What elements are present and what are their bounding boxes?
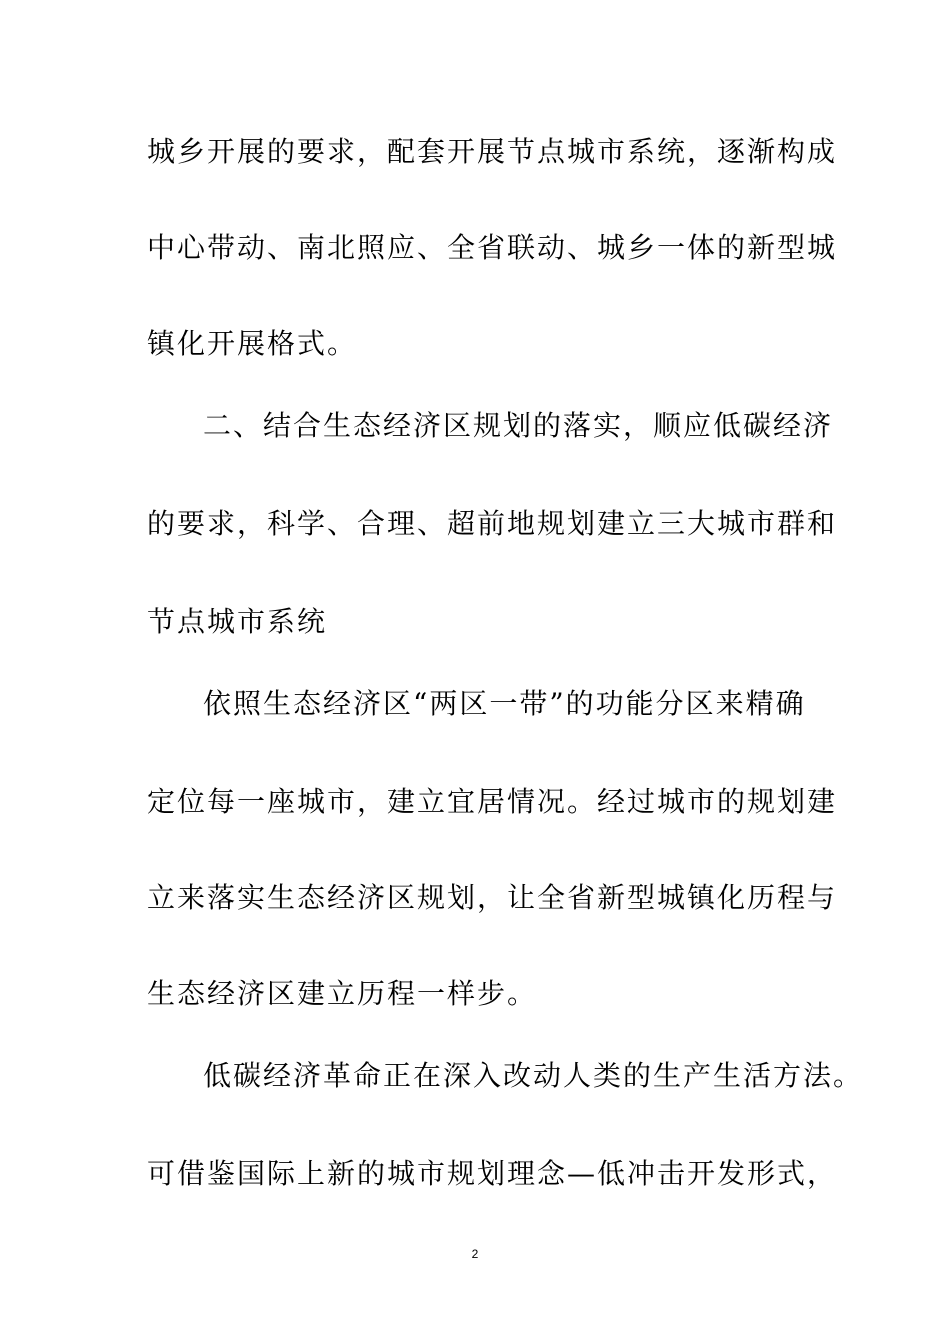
text-line: 生态经济区建立历程一样步。 bbox=[147, 977, 538, 1010]
section-heading-continued: 的要求，科学、合理、超前地规划建立三大城市群和 bbox=[147, 507, 838, 540]
text-line: 中心带动、南北照应、全省联动、城乡一体的新型城 bbox=[147, 231, 838, 264]
paragraph-start: 低碳经济革命正在深入改动人类的生产生活方法。 bbox=[203, 1059, 864, 1092]
section-heading-continued: 节点城市系统 bbox=[147, 605, 328, 638]
text-line: 可借鉴国际上新的城市规划理念—低冲击开发形式， bbox=[147, 1157, 838, 1190]
page-number: 2 bbox=[471, 1247, 479, 1261]
text-line: 立来落实生态经济区规划，让全省新型城镇化历程与 bbox=[147, 881, 838, 914]
text-line: 镇化开展格式。 bbox=[147, 327, 358, 360]
text-line: 定位每一座城市，建立宜居情况。经过城市的规划建 bbox=[147, 785, 838, 818]
paragraph-start: 依照生态经济区“两区一带”的功能分区来精确 bbox=[203, 687, 806, 720]
text-line: 城乡开展的要求，配套开展节点城市系统，逐渐构成 bbox=[147, 135, 838, 168]
section-heading: 二、结合生态经济区规划的落实，顺应低碳经济 bbox=[203, 409, 834, 442]
